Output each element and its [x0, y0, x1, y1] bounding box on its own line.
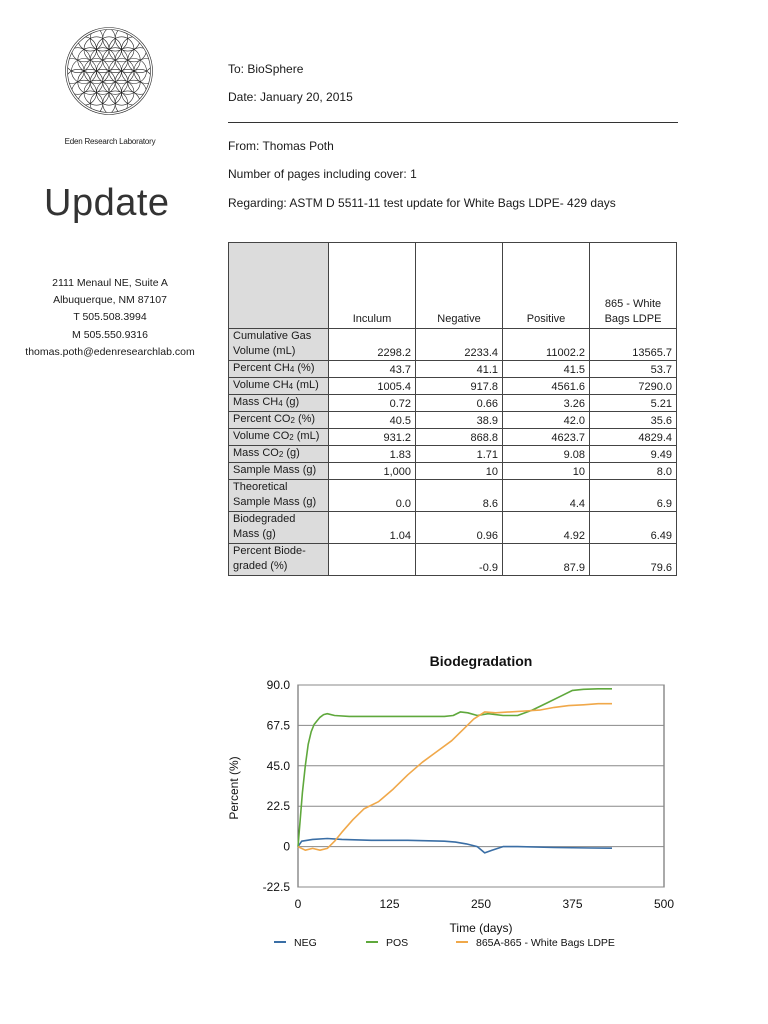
table-corner-cell — [229, 243, 329, 329]
cell-negative: 0.96 — [416, 512, 503, 544]
table-header-row — [229, 243, 677, 329]
y-tick-label: 90.0 — [266, 678, 290, 692]
cell-white-bags: 13565.7 — [590, 329, 677, 361]
cell-negative: 10 — [416, 463, 503, 480]
to-line: To: BioSphere — [228, 62, 304, 76]
cell-white-bags: 7290.0 — [590, 378, 677, 395]
row-label-text: Cumulative Gas Volume (mL) — [233, 330, 312, 357]
x-tick-label: 0 — [294, 897, 302, 911]
flower-of-life-logo — [56, 18, 162, 124]
legend-label: 865A-865 - White Bags LDPE — [476, 937, 615, 949]
cell-white-bags: 6.49 — [590, 512, 677, 544]
table-row — [229, 412, 677, 429]
table-row — [229, 378, 677, 395]
cell-negative: 41.1 — [416, 361, 503, 378]
row-label-subscript: 2 — [290, 416, 295, 425]
cell-white-bags: 8.0 — [590, 463, 677, 480]
row-label — [229, 395, 329, 412]
pages-line: Number of pages including cover: 1 — [228, 167, 417, 181]
cell-negative: 8.6 — [416, 480, 503, 512]
row-label-text: Sample Mass (g) — [233, 464, 317, 476]
row-label-text: Theoretical Sample Mass (g) — [233, 481, 317, 508]
cell-inculum: 2298.2 — [329, 329, 416, 361]
row-label — [229, 463, 329, 480]
cell-negative: 917.8 — [416, 378, 503, 395]
lab-name: Eden Research Laboratory — [64, 137, 156, 146]
cell-inculum: 1,000 — [329, 463, 416, 480]
column-header-positive: Positive — [503, 243, 590, 329]
x-tick-label: 250 — [470, 897, 492, 911]
cell-white-bags: 5.21 — [590, 395, 677, 412]
x-axis-label: Time (days) — [449, 921, 513, 935]
cell-negative: 1.71 — [416, 446, 503, 463]
row-label-subscript: 4 — [289, 365, 295, 374]
x-tick-label: 125 — [379, 897, 400, 911]
address-email[interactable]: thomas.poth@edenresearchlab.com — [25, 345, 195, 358]
row-label — [229, 412, 329, 429]
cell-negative: 2233.4 — [416, 329, 503, 361]
cell-inculum: 1.83 — [329, 446, 416, 463]
table-row — [229, 395, 677, 412]
row-label — [229, 446, 329, 463]
row-label — [229, 429, 329, 446]
column-header-inculum: Inculum — [329, 243, 416, 329]
row-label — [229, 512, 329, 544]
header-divider — [228, 122, 678, 123]
row-label-subscript: 2 — [278, 450, 284, 459]
cell-positive: 3.26 — [503, 395, 590, 412]
cell-positive: 4623.7 — [503, 429, 590, 446]
y-axis-label: Percent (%) — [227, 756, 241, 820]
cell-positive: 4.92 — [503, 512, 590, 544]
table-row — [229, 512, 677, 544]
legend-label: POS — [386, 937, 409, 949]
row-label-text: Percent Biode-graded (%) — [233, 545, 306, 572]
regarding-line: Regarding: ASTM D 5511-11 test update for White Bags LDPE- 429 days — [228, 196, 616, 210]
row-label-subscript: 4 — [278, 399, 283, 408]
cell-positive: 42.0 — [503, 412, 590, 429]
row-label-subscript: 2 — [289, 433, 294, 442]
cell-inculum: 0.72 — [329, 395, 416, 412]
results-table — [228, 242, 677, 576]
y-tick-label: 22.5 — [266, 799, 290, 814]
y-tick-label: 0 — [283, 839, 290, 854]
row-label-unit: (mL) — [293, 379, 319, 391]
cell-positive: 11002.2 — [503, 329, 590, 361]
cell-white-bags: 4829.4 — [590, 429, 677, 446]
row-label-subscript: 4 — [288, 382, 294, 391]
biodegradation-chart — [218, 645, 688, 960]
row-label-unit: (%) — [294, 362, 315, 374]
address-street: 2111 Menaul NE, Suite A — [52, 277, 168, 289]
cell-negative: -0.9 — [416, 544, 503, 576]
table-row — [229, 463, 677, 480]
cell-inculum — [329, 544, 416, 576]
x-tick-label: 500 — [653, 897, 675, 911]
cell-positive: 41.5 — [503, 361, 590, 378]
column-header-negative: Negative — [416, 243, 503, 329]
cell-negative: 868.8 — [416, 429, 503, 446]
x-tick-label: 375 — [562, 897, 583, 911]
cell-positive: 4561.6 — [503, 378, 590, 395]
table-row — [229, 329, 677, 361]
address-mobile: M 505.550.9316 — [72, 328, 148, 341]
cell-negative: 0.66 — [416, 395, 503, 412]
table-row — [229, 361, 677, 378]
address-city: Albuquerque, NM 87107 — [53, 294, 167, 307]
column-header-white-bags: 865 - White Bags LDPE — [590, 243, 677, 329]
row-label-unit: (g) — [283, 447, 300, 459]
page-title: Update — [44, 182, 170, 224]
from-line: From: Thomas Poth — [228, 139, 334, 153]
row-label-text: Mass CO — [233, 447, 279, 459]
table-row — [229, 480, 677, 512]
cell-positive: 87.9 — [503, 544, 590, 576]
row-label-unit: (%) — [294, 413, 316, 425]
chart-title: Biodegradation — [429, 653, 533, 669]
row-label — [229, 544, 329, 576]
cell-inculum: 43.7 — [329, 361, 416, 378]
cell-white-bags: 53.7 — [590, 361, 677, 378]
cell-inculum: 1005.4 — [329, 378, 416, 395]
date-line: Date: January 20, 2015 — [228, 90, 353, 104]
cell-white-bags: 79.6 — [590, 544, 677, 576]
row-label-unit: (g) — [282, 396, 300, 408]
row-label — [229, 329, 329, 361]
row-label-text: Biodegraded Mass (g) — [233, 513, 296, 540]
table-row — [229, 429, 677, 446]
row-label — [229, 378, 329, 395]
cell-positive: 9.08 — [503, 446, 590, 463]
row-label — [229, 480, 329, 512]
row-label-text: Volume CO — [233, 430, 290, 442]
row-label — [229, 361, 329, 378]
cell-inculum: 40.5 — [329, 412, 416, 429]
address-phone: T 505.508.3994 — [73, 311, 147, 324]
cell-white-bags: 9.49 — [590, 446, 677, 463]
row-label-text: Percent CO — [233, 413, 291, 425]
legend-label: NEG — [294, 937, 317, 949]
cell-inculum: 1.04 — [329, 512, 416, 544]
cell-inculum: 931.2 — [329, 429, 416, 446]
address-block — [14, 275, 206, 361]
y-tick-label: -22.5 — [262, 880, 290, 894]
y-tick-label: 67.5 — [266, 718, 290, 733]
cell-inculum: 0.0 — [329, 480, 416, 512]
table-row — [229, 544, 677, 576]
cell-white-bags: 6.9 — [590, 480, 677, 512]
row-label-text: Volume CH — [233, 379, 289, 391]
cell-positive: 4.4 — [503, 480, 590, 512]
row-label-text: Mass CH — [233, 396, 279, 408]
cell-negative: 38.9 — [416, 412, 503, 429]
row-label-text: Percent CH — [233, 362, 290, 374]
table-row — [229, 446, 677, 463]
cell-white-bags: 35.6 — [590, 412, 677, 429]
cell-positive: 10 — [503, 463, 590, 480]
row-label-unit: (mL) — [293, 430, 320, 442]
y-tick-label: 45.0 — [266, 758, 290, 773]
